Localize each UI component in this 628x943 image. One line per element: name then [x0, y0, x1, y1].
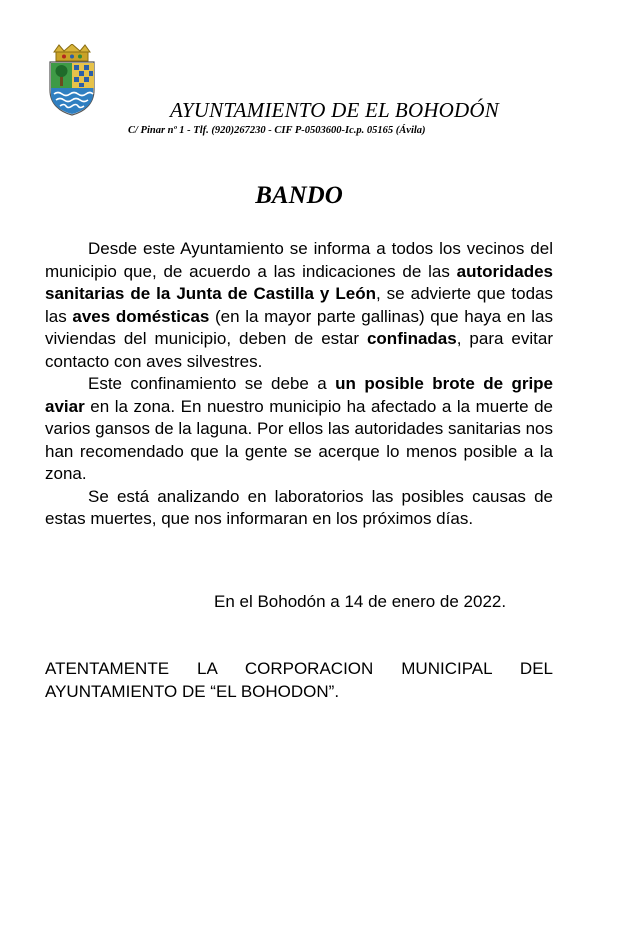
paragraph	[45, 486, 553, 531]
bold-text-run: un posible brote de gripe aviar	[45, 374, 554, 416]
announcement-body	[45, 238, 553, 531]
paragraph	[45, 238, 553, 373]
date-line: En el Bohodón a 14 de enero de 2022.	[214, 592, 507, 611]
text-run: (en la mayor parte gallinas) que haya en las viviendas del municipio, deben de estar	[45, 306, 553, 348]
closing-line: AYUNTAMIENTO DE “EL BOHODON”.	[45, 681, 340, 701]
bold-text-run: confinadas	[366, 329, 457, 348]
document-title: BANDO	[255, 182, 343, 209]
text-run: , se advierte que todas las	[45, 284, 553, 326]
text-run: en la zona. En nuestro municipio ha afectado a la muerte de varios gansos de la laguna. Por ellos las autoridades sanitarias nos han recomendado que la gente se acerque lo menos posible a la zona.	[45, 396, 553, 483]
bold-text-run: aves domésticas	[72, 306, 210, 326]
paragraph	[45, 373, 553, 486]
text-run: Desde este Ayuntamiento se informa a todos los vecinos del municipio que, de acuerdo a las indicaciones de las	[45, 239, 553, 281]
bold-text-run: autoridades sanitarias de la Junta de Castilla y León	[45, 261, 553, 303]
municipal-coat-of-arms-icon	[46, 44, 98, 116]
organization-name: AYUNTAMIENTO DE EL BOHODÓN	[170, 98, 499, 122]
closing-signature	[45, 658, 553, 703]
text-run: , para evitar contacto con aves silvestres.	[45, 329, 554, 371]
organization-address: C/ Pinar nº 1 - Tlf. (920)267230 - CIF P-0503600-Ic.p. 05165 (Ávila)	[128, 125, 426, 136]
text-run: Este confinamiento se debe a	[88, 374, 336, 393]
text-run: Se está analizando en laboratorios las posibles causas de estas muertes, que nos informaran en los próximos días.	[45, 486, 553, 528]
closing-line: ATENTAMENTE LA CORPORACION MUNICIPAL DEL	[45, 659, 553, 678]
